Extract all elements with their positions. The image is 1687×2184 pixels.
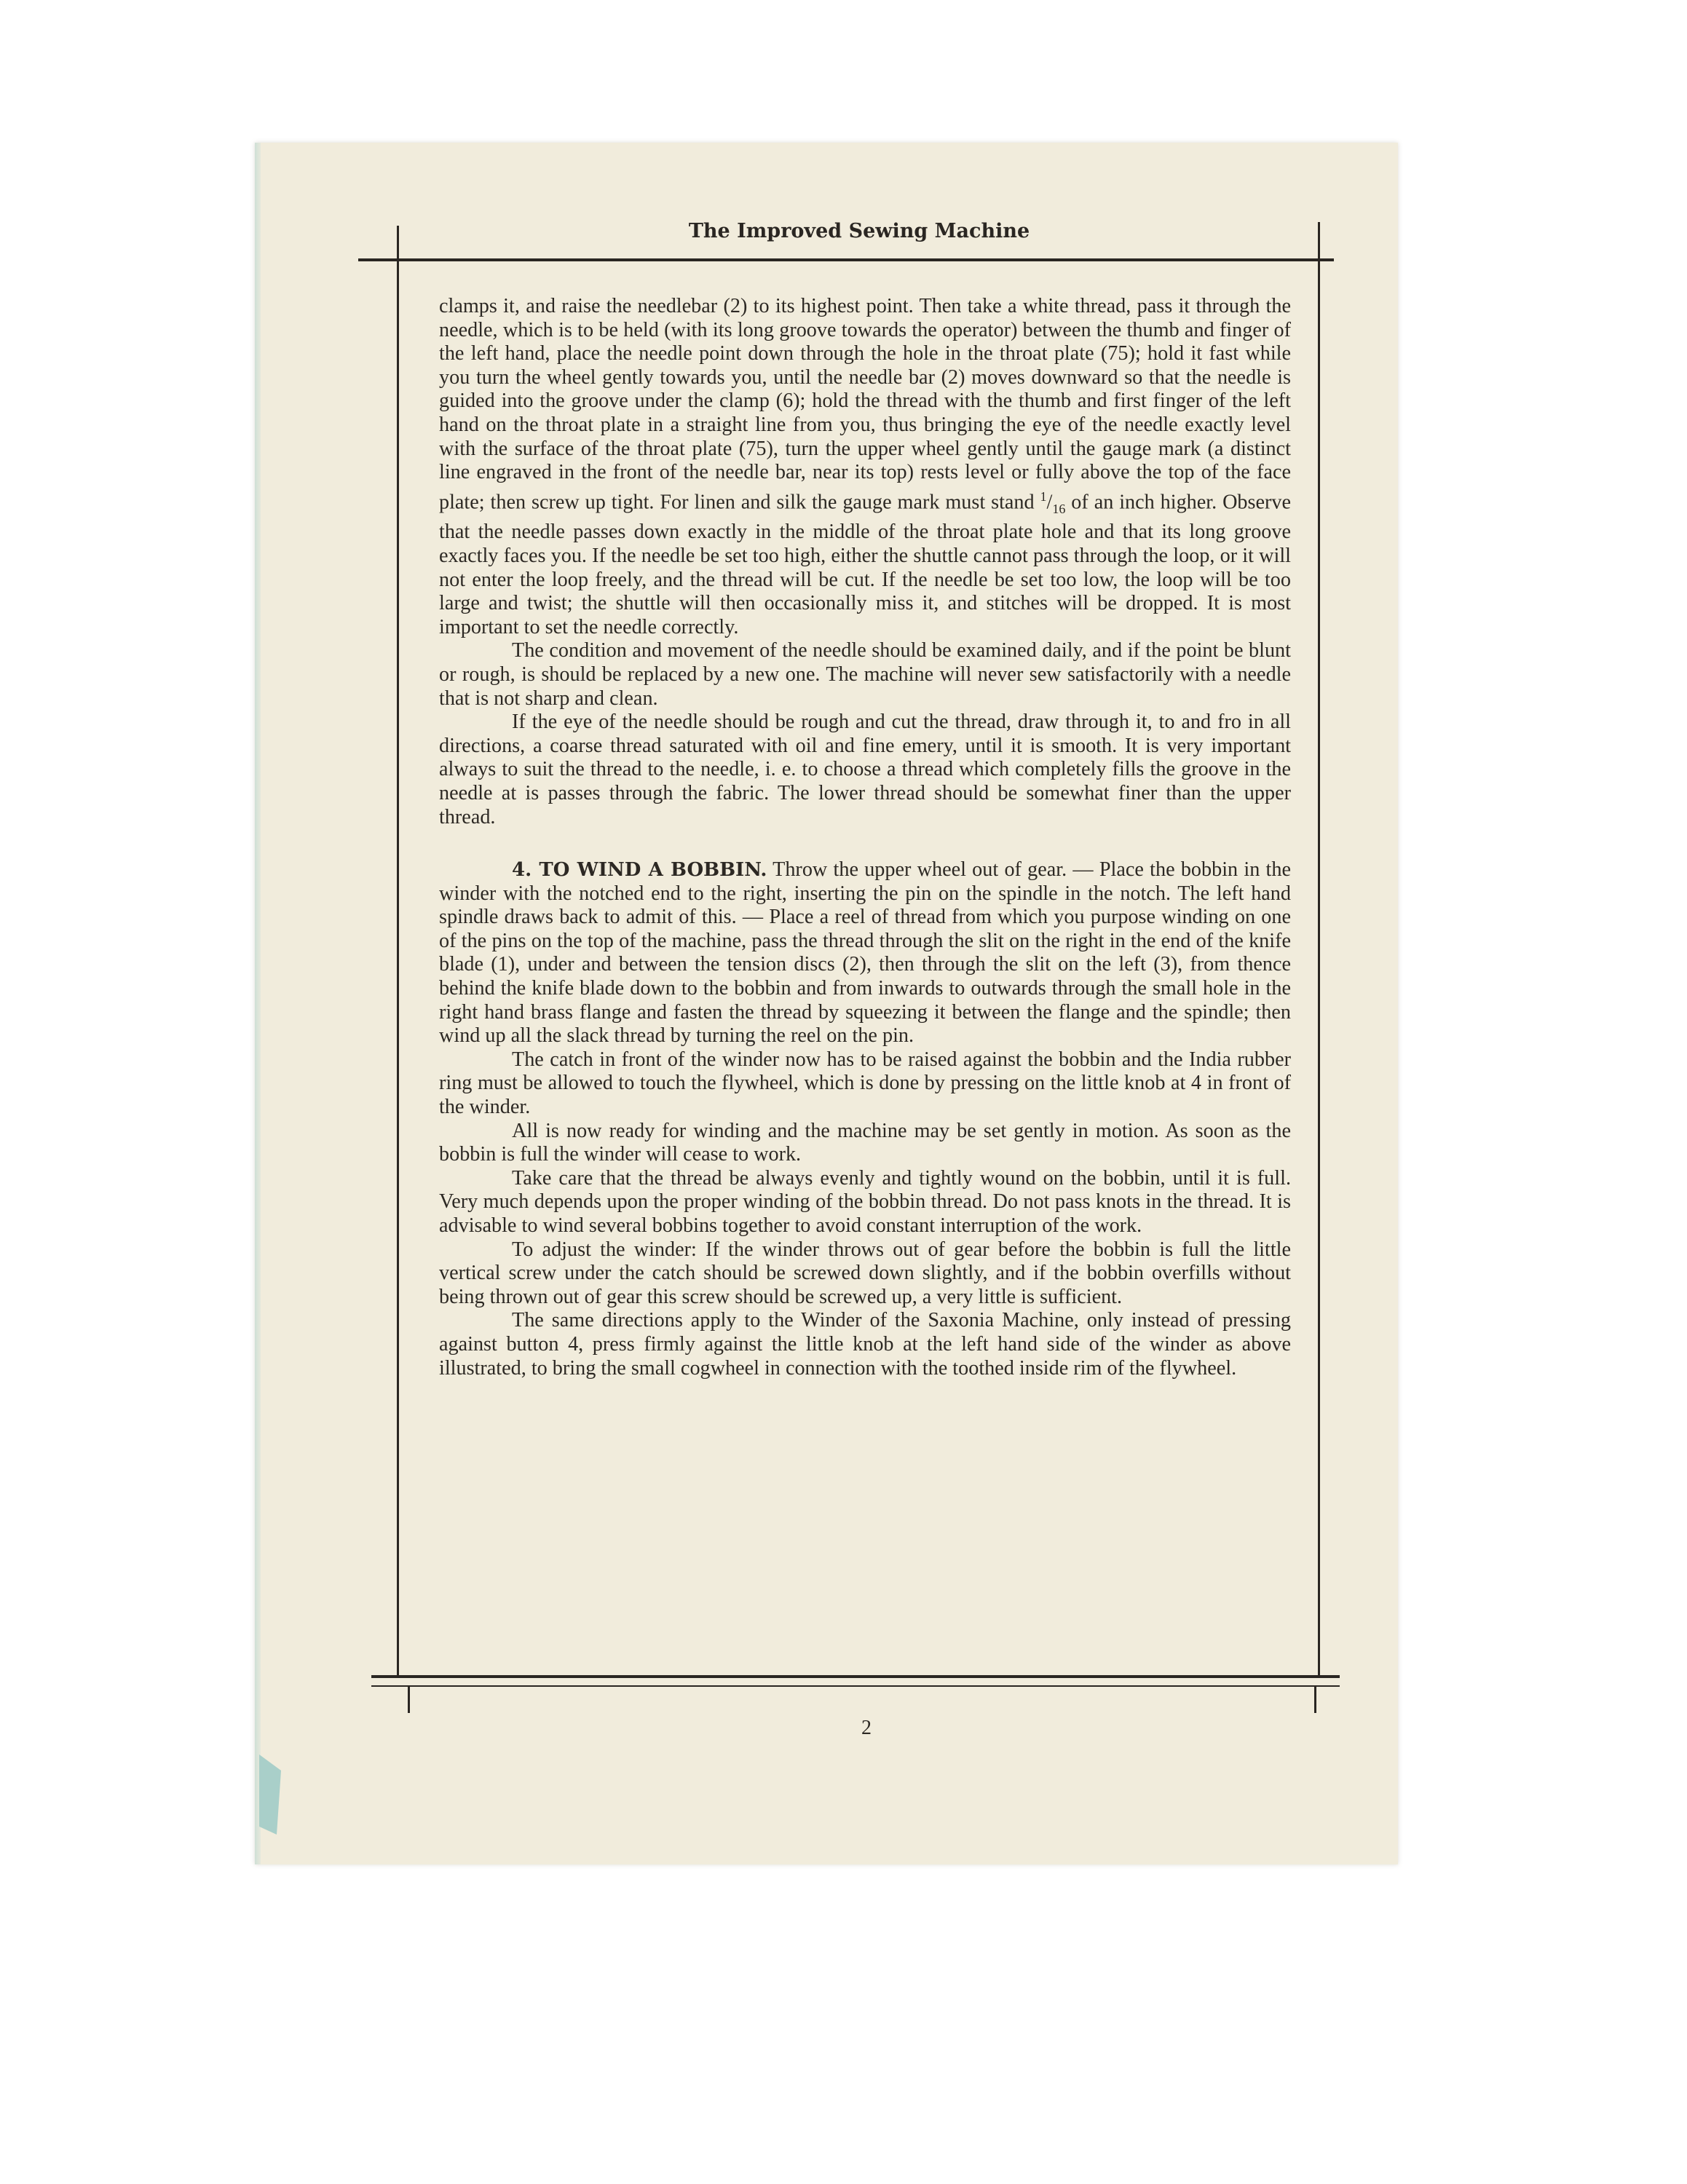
footer-rule-right-tick [1314,1685,1316,1713]
paragraph-text: of an inch higher. Observe that the needle passes down exactly in the middle of the throat plate hole and that its long groove exactly faces you. If the needle be set too high, either the shuttle cannot pass through the loop, or it will not enter the loop freely, and the thread will be cut. If the needle be set too low, the loop will be too large and twist; the shuttle will then occasionally miss it, and stitches will be dropped. It is most important to set the needle correctly. [439,491,1291,638]
paragraph-needle-setting: clamps it, and raise the needlebar (2) to its highest point. Then take a white thread, pass it through the needle, which is to be held (with its long groove towards the operator) between the thumb and finger of the left hand, place the needle point down through the hole in the throat plate (75); hold it fast while you turn the wheel gently towards you, until the needle bar (2) moves downward so that the needle is guided into the groove under the clamp (6); hold the thread with the thumb and first finger of the left hand on the throat plate in a straight line from you, thus bringing the eye of the needle exactly level with the surface of the throat plate (75), turn the upper wheel gently until the gauge mark (a distinct line engraved in the front of the needle bar, near its top) rests level or fully above the top of the face plate; then screw up tight. For linen and silk the gauge mark must stand $^1/_{16}$ of an inch higher. Observe that the needle passes down exactly in the middle of the throat plate hole and that its long groove exactly faces you. If the needle be set too high, either the shuttle cannot pass through the loop, or it will not enter the loop freely, and the thread will be cut. If the needle be set too low, the loop will be too large and twist; the shuttle will then occasionally miss it, and stitches will be dropped. It is most important to set the needle correctly. [439,295,1291,638]
paragraph-saxonia-winder: The same directions apply to the Winder of the Saxonia Machine, only instead of pressing against button 4, press firmly against the little knob at the left hand side of the winder as above illustrated, to bring the small cogwheel in connection with the toothed inside rim of the flywheel. [439,1309,1291,1380]
paragraph-winder-catch: The catch in front of the winder now has to be raised against the bobbin and the India rubber ring must be allowed to touch the flywheel, which is done by pressing on the little knob at 4 in front of the winder. [439,1048,1291,1119]
footer-rule-lower [371,1685,1340,1687]
header-rule-horizontal [358,258,1334,261]
body-text [439,295,1291,1380]
frame-right-rule [1318,260,1320,1677]
paragraph-needle-condition: The condition and movement of the needle should be examined daily, and if the point be blunt or rough, is should be replaced by a new one. The machine will never sew satisfactorily with a needle that is not sharp and clean. [439,639,1291,710]
frame-left-rule [397,260,399,1677]
fraction-numerator: 1 [1040,488,1047,504]
fraction-denominator: 16 [1052,501,1066,516]
cover-edge [255,143,261,1864]
paragraph-text: clamps it, and raise the needlebar (2) to its highest point. Then take a white thread, pass it through the needle, which is to be held (with its long groove towards the operator) between the thumb and finger of the left hand, place the needle point down through the hole in the throat plate (75); hold it fast while you turn the wheel gently towards you, until the needle bar (2) moves downward so that the needle is guided into the groove under the clamp (6); hold the thread with the thumb and first finger of the left hand on the throat plate in a straight line from you, thus bringing the eye of the needle exactly level with the surface of the throat plate (75), turn the upper wheel gently until the gauge mark (a distinct line engraved in the front of the needle bar, near its top) rests level or fully above the top of the face plate; then screw up tight. For linen and silk the gauge mark must stand [439,295,1291,514]
section-wind-bobbin [439,858,1291,1048]
page-header-title: The Improved Sewing Machine [688,220,1030,242]
footer-rule-left-tick [408,1685,410,1713]
section-lead-text: Throw the upper wheel out of gear. — Place the bobbin in the winder with the notched end to the right, inserting the pin on the spindle in the notch. The left hand spindle draws back to admit of this. — Place a reel of thread from which you purpose winding on one of the pins on the top of the machine, pass the thread through the slit on the right in the end of the knife blade (1), under and between the tension discs (2), then through the slit on the left (3), from thence behind the knife blade down to the bobbin and from inwards to outwards through the small hole in the right hand brass flange and fasten the thread by squeezing it between the flange and the spindle; then wind up all the slack thread by turning the reel on the pin. [439,858,1291,1048]
page-number: 2 [861,1717,872,1739]
paragraph-adjust-winder: To adjust the winder: If the winder throws out of gear before the bobbin is full the little vertical screw under the catch should be screwed down slightly, and if the bobbin overfills without being thrown out of gear this screw should be screwed up, a very little is sufficient. [439,1238,1291,1308]
paragraph-winding-ready: All is now ready for winding and the machine may be set gently in motion. As soon as the bobbin is full the winder will cease to work. [439,1119,1291,1166]
footer-rule-upper [371,1675,1340,1678]
paragraph-needle-eye: If the eye of the needle should be rough and cut the thread, draw through it, to and fro in all directions, a coarse thread saturated with oil and fine emery, until it is smooth. It is very important always to suit the thread to the needle, i. e. to choose a thread which completely fills the groove in the needle at is passes through the fabric. The lower thread should be somewhat finer than the upper thread. [439,711,1291,828]
section-heading: 4. TO WIND A BOBBIN. [512,859,767,882]
paragraph-wind-evenly: Take care that the thread be always evenly and tightly wound on the bobbin, until it is full. Very much depends upon the proper winding of the bobbin thread. Do not pass knots in the thread. It is advisable to wind several bobbins together to avoid constant interruption of the work. [439,1166,1291,1237]
